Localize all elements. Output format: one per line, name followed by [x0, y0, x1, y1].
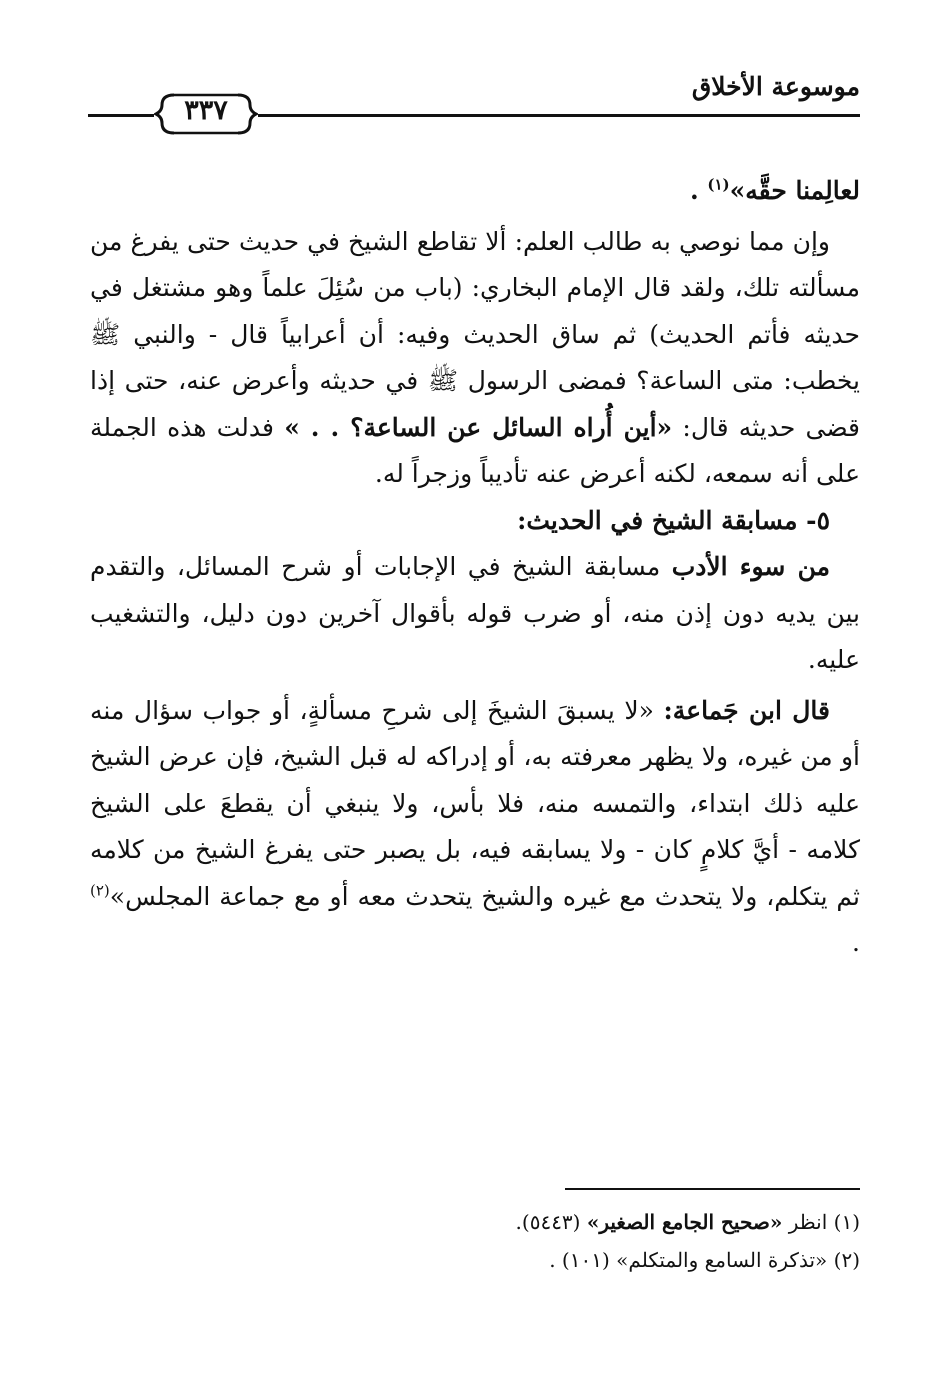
paragraph-2 — [90, 544, 860, 684]
footnote-ref-1: (١) — [707, 175, 730, 194]
p3-bold: قال ابن جَماعة: — [663, 695, 830, 725]
fn1-post: (٥٤٤٣). — [515, 1210, 587, 1234]
paragraph-3 — [90, 688, 860, 967]
p3-text: «لا يسبقَ الشيخَ إلى شرحِ مسألةٍ، أو جواب سؤال منه أو من غيره، ولا يظهر معرفته به، أو إدراكه له قبل الشيخ، فإن عرض الشيخ عليه ذلك ابتداء، والتمسه منه، فلا بأس، ولا ينبغي أن يقطعَ على الشيخ كلامه - أيَّ كلامٍ كان - ولا يسابقه فيه، بل يصبر حتى يفرغ الشيخ من كلامه ثم يتكلم، ولا يتحدث مع غيره والشيخ يتحدث معه أو مع جماعة المجلس» — [90, 695, 860, 911]
footnote-2 — [90, 1241, 860, 1279]
p2-bold: من سوء الأدب — [671, 552, 830, 581]
fn2-number: (٢) — [833, 1248, 860, 1272]
p0-end: . — [689, 176, 708, 205]
fn1-pre: انظر — [782, 1210, 834, 1234]
p1-end: فدلت هذه الجملة على أنه سمعه، لكنه أعرض عنه تأديباً وزجراً له. — [90, 412, 860, 488]
paragraph-1 — [90, 219, 860, 498]
footnote-rule — [565, 1188, 860, 1190]
paragraph-0 — [90, 168, 860, 215]
book-title: موسوعة الأخلاق — [691, 72, 860, 101]
fn2-text: «تذكرة السامع والمتكلم» (١٠١) . — [549, 1248, 834, 1272]
page-number-badge — [154, 91, 258, 137]
p3-end: . — [852, 928, 860, 957]
fn1-number: (١) — [833, 1210, 860, 1234]
page-number: ٣٣٧ — [184, 95, 228, 126]
footnote-1 — [90, 1203, 860, 1241]
p1-bold-quote: «أين أُراه السائل عن الساعة؟ . . » — [284, 412, 673, 442]
page-header — [88, 58, 860, 128]
p1-text: وإن مما نوصي به طالب العلم: ألا تقاطع الشيخ في حديث حتى يفرغ من مسألته تلك، ولقد قال الإمام البخاري: (باب من سُئِلَ علماً وهو مشتغل في حديثه فأتم الحديث) ثم ساق الحديث وفيه: أن أعرابياً قال - والنبي ﷺ يخطب: متى الساعة؟ فمضى الرسول ﷺ في حديثه وأعرض عنه، حتى إذا قضى حديثه قال: — [90, 226, 860, 442]
section-heading-5: ٥- مسابقة الشيخ في الحديث: — [517, 505, 830, 535]
p2-text: مسابقة الشيخ في الإجابات أو شرح المسائل، والتقدم بين يديه دون إذن منه، أو ضرب قوله بأقوال آخرين دون دليل، والتشغيب عليه. — [90, 552, 860, 674]
p0-text: لعالِمنا حقَّه» — [729, 176, 860, 205]
fn1-source: «صحيح الجامع الصغير» — [586, 1210, 783, 1234]
footnote-ref-2: (٢) — [90, 881, 110, 900]
main-text — [90, 168, 860, 967]
footnotes — [90, 1203, 860, 1279]
